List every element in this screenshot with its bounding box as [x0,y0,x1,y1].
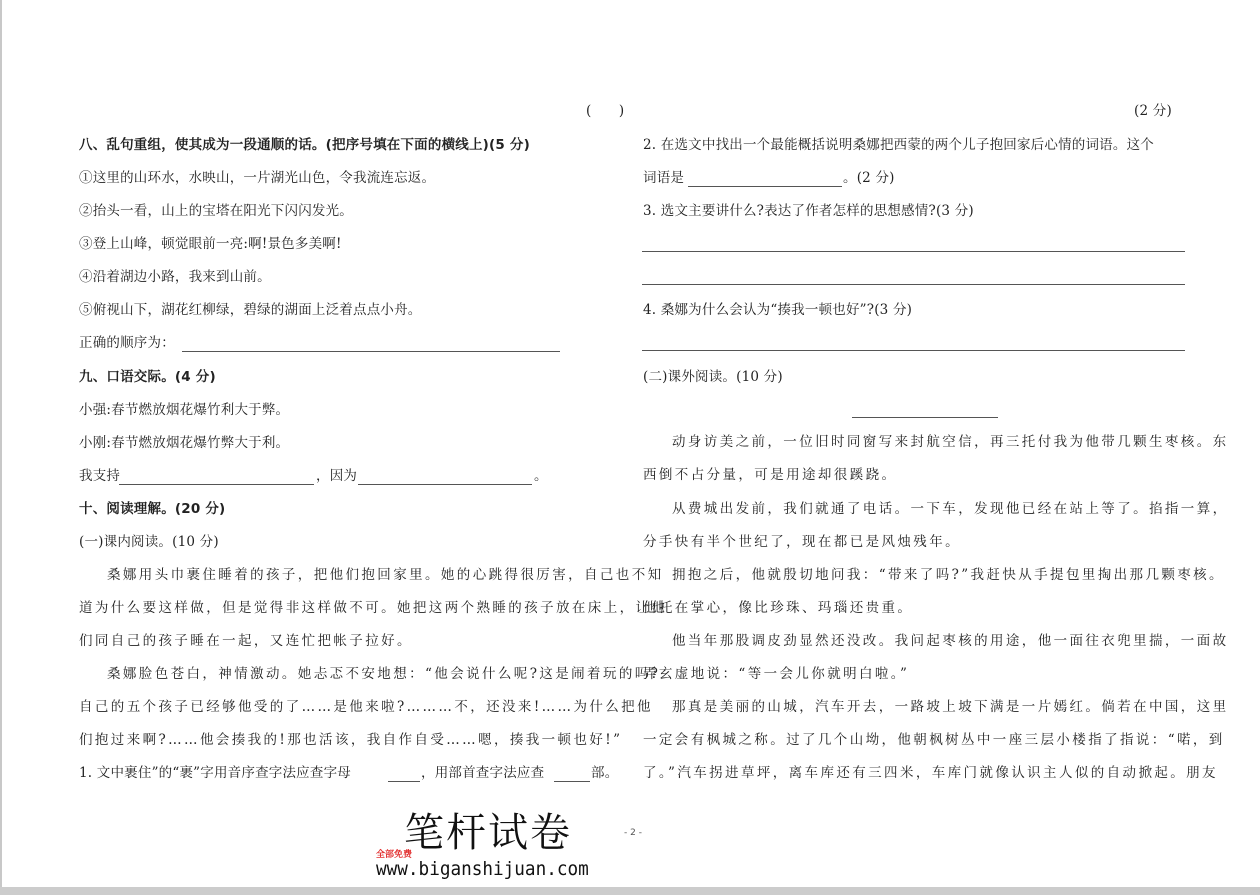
sentence-5: ⑤俯视山下，湖花红柳绿，碧绿的湖面上泛着点点小舟。 [79,302,422,318]
title-blank[interactable] [852,417,998,418]
sentence-2: ②抬头一看，山上的宝塔在阳光下闪闪发光。 [79,203,353,219]
question-2-line1: 2. 在选文中找出一个最能概括说明桑娜把西蒙的两个儿子抱回家后心情的词语。这个 [643,137,1154,153]
end-punct: 。 [534,468,548,484]
q4-answer-line[interactable] [642,350,1185,351]
dialogue-xiaogang: 小刚:春节燃放烟花爆竹弊大于利。 [79,435,290,451]
watermark-title: 笔杆试卷 [404,810,572,856]
passage-line: 那真是美丽的山城，汽车开去，一路坡上坡下满是一片嫣红。倘若在中国，这里 [672,699,1229,715]
watermark-free-badge: 全部免费 [376,850,413,860]
section-9-heading: 九、口语交际。(4 分) [79,369,216,385]
q3-answer-line-1[interactable] [642,251,1185,252]
q1-letter-blank[interactable] [388,781,420,782]
question-1-part-c: 部。 [591,765,619,781]
part-1-heading: (一)课内阅读。(10 分) [79,534,219,550]
order-answer-blank[interactable] [182,351,560,352]
section-8-heading: 八、乱句重组，使其成为一段通顺的话。(把序号填在下面的横线上)(5 分) [79,137,530,153]
watermark-url: www.biganshijuan.com [376,858,589,880]
passage-line: 了。”汽车拐进草坪，离车库还有三四米，车库门就像认识主人似的自动掀起。朋友 [643,765,1218,781]
passage-line: 分手快有半个世纪了，现在都已是风烛残年。 [643,534,961,550]
question-2-suffix: 。(2 分) [843,170,895,186]
page-left-border [0,0,2,888]
score-label: (2 分) [1134,103,1172,119]
question-4: 4. 桑娜为什么会认为“揍我一顿也好”?(3 分) [643,302,913,318]
support-blank[interactable] [119,484,314,485]
order-answer-row [79,334,175,352]
because-blank[interactable] [358,484,532,485]
passage-line: 西倒不占分量，可是用途却很蹊跷。 [643,467,898,483]
passage-line: 从费城出发前，我们就通了电话。一下车，发现他已经在站上等了。掐指一算， [672,501,1229,517]
sentence-1: ①这里的山环水，水映山，一片湖光山色，令我流连忘返。 [79,170,436,186]
passage-line: 们抱过来啊?……他会揍我的!那也活该，我自作自受……嗯，揍我一顿也好!” [79,732,623,748]
section-10-heading: 十、阅读理解。(20 分) [79,501,226,517]
question-3: 3. 选文主要讲什么?表达了作者怎样的思想感情?(3 分) [643,203,974,219]
question-2-prefix: 词语是 [643,170,685,186]
because-label: ，因为 [316,468,358,484]
passage-line: 桑娜脸色苍白，神情激动。她忐忑不安地想：“他会说什么呢?这是闹着玩的吗? [107,666,661,682]
passage-line: 动身访美之前，一位旧时同窗写来封航空信，再三托付我为他带几颗生枣核。东 [672,434,1229,450]
passage-line: 们同自己的孩子睡在一起，又连忙把帐子拉好。 [79,633,413,649]
support-row [79,467,120,485]
dialogue-xiaoqiang: 小强:春节燃放烟花爆竹利大于弊。 [79,402,290,418]
q2-answer-blank[interactable] [688,186,842,187]
passage-line: 自己的五个孩子已经够他受的了……是他来啦?………不，还没来!……为什么把他 [79,699,653,715]
passage-line: 他当年那股调皮劲显然还没改。我问起枣核的用途，他一面往衣兜里揣，一面故 [672,633,1229,649]
order-answer-label: 正确的顺序为： [79,335,175,351]
q3-answer-line-2[interactable] [642,284,1185,285]
q1-radical-blank[interactable] [554,781,590,782]
question-1-part-a: 1. 文中裹住”的“裹”字用音序查字法应查字母 [79,765,351,781]
passage-line: 他托在掌心，像比珍珠、玛瑙还贵重。 [643,600,914,616]
part-2-heading: (二)课外阅读。(10 分) [643,369,783,385]
watermark-logo [376,810,596,885]
passage-line: 桑娜用头巾裹住睡着的孩子，把他们抱回家里。她的心跳得很厉害，自己也不知 [107,567,664,583]
question-1-part-b: ，用部首查字法应查 [421,765,545,781]
support-label: 我支持 [79,468,121,484]
answer-paren: ( ) [586,103,625,119]
sentence-4: ④沿着湖边小路，我来到山前。 [79,269,271,285]
passage-line: 一定会有枫城之称。过了几个山坳，他朝枫树丛中一座三层小楼指了指说：“喏，到 [643,732,1225,748]
page-bottom-border [0,887,1260,895]
page-number: - 2 - [624,828,642,838]
passage-line: 弄玄虚地说：“等一会儿你就明白啦。” [643,666,910,682]
sentence-3: ③登上山峰，顿觉眼前一亮:啊!景色多美啊! [79,236,342,252]
passage-line: 拥抱之后，他就殷切地问我：“带来了吗?”我赶快从手提包里掏出那几颗枣核。 [672,567,1225,583]
passage-line: 道为什么要这样做，但是觉得非这样做不可。她把这两个熟睡的孩子放在床上，让他 [79,600,668,616]
